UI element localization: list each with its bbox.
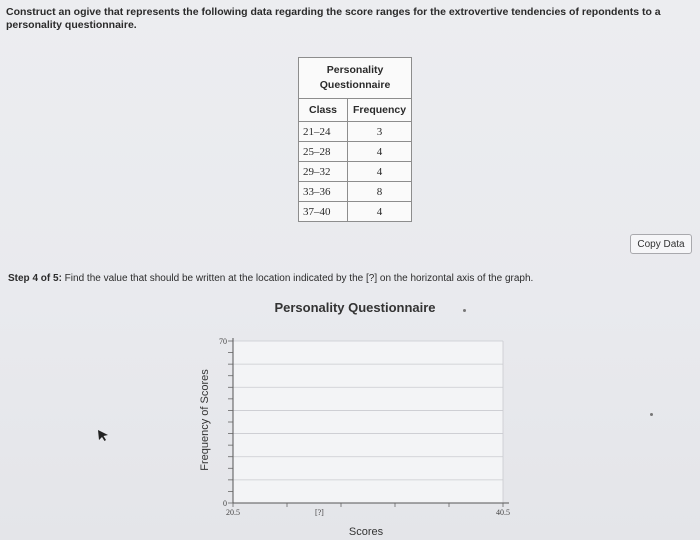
copy-data-button[interactable]: Copy Data	[630, 234, 692, 254]
frequency-cell: 4	[348, 162, 412, 182]
y-axis-label: Frequency of Scores	[199, 369, 211, 471]
frequency-cell: 4	[348, 202, 412, 222]
x-axis-label: Scores	[348, 526, 384, 538]
class-cell: 21–24	[299, 122, 348, 142]
x-tick-label: 40.5	[496, 508, 510, 517]
question-text: Construct an ogive that represents the following data regarding the score ranges for the extrovertive tendencies of repondents to a personality questionnaire.	[6, 6, 661, 31]
frequency-cell: 3	[348, 122, 412, 142]
y-tick-label: 0	[223, 499, 227, 508]
class-cell: 37–40	[299, 202, 348, 222]
chart-title: Personality Questionnaire	[274, 300, 436, 315]
table-title-line1: Personality	[326, 64, 384, 76]
class-cell: 33–36	[299, 182, 348, 202]
class-cell: 29–32	[299, 162, 348, 182]
step-label: Step 4 of 5:	[8, 273, 62, 284]
y-tick-label: 70	[219, 337, 227, 346]
frequency-cell: 8	[348, 182, 412, 202]
table-title-line2: Questionnaire	[319, 79, 391, 91]
frequency-cell: 4	[348, 142, 412, 162]
column-header-frequency: Frequency	[348, 99, 412, 122]
x-tick-label: [?]	[314, 508, 324, 517]
plot-area	[233, 341, 503, 503]
x-tick-label: 20.5	[226, 508, 240, 517]
column-header-class: Class	[299, 99, 348, 122]
class-cell: 25–28	[299, 142, 348, 162]
chart-grid	[233, 341, 503, 503]
step-text: Find the value that should be written at the location indicated by the [?] on the horizontal axis of the graph.	[61, 273, 534, 284]
mouse-cursor-icon	[96, 428, 110, 442]
